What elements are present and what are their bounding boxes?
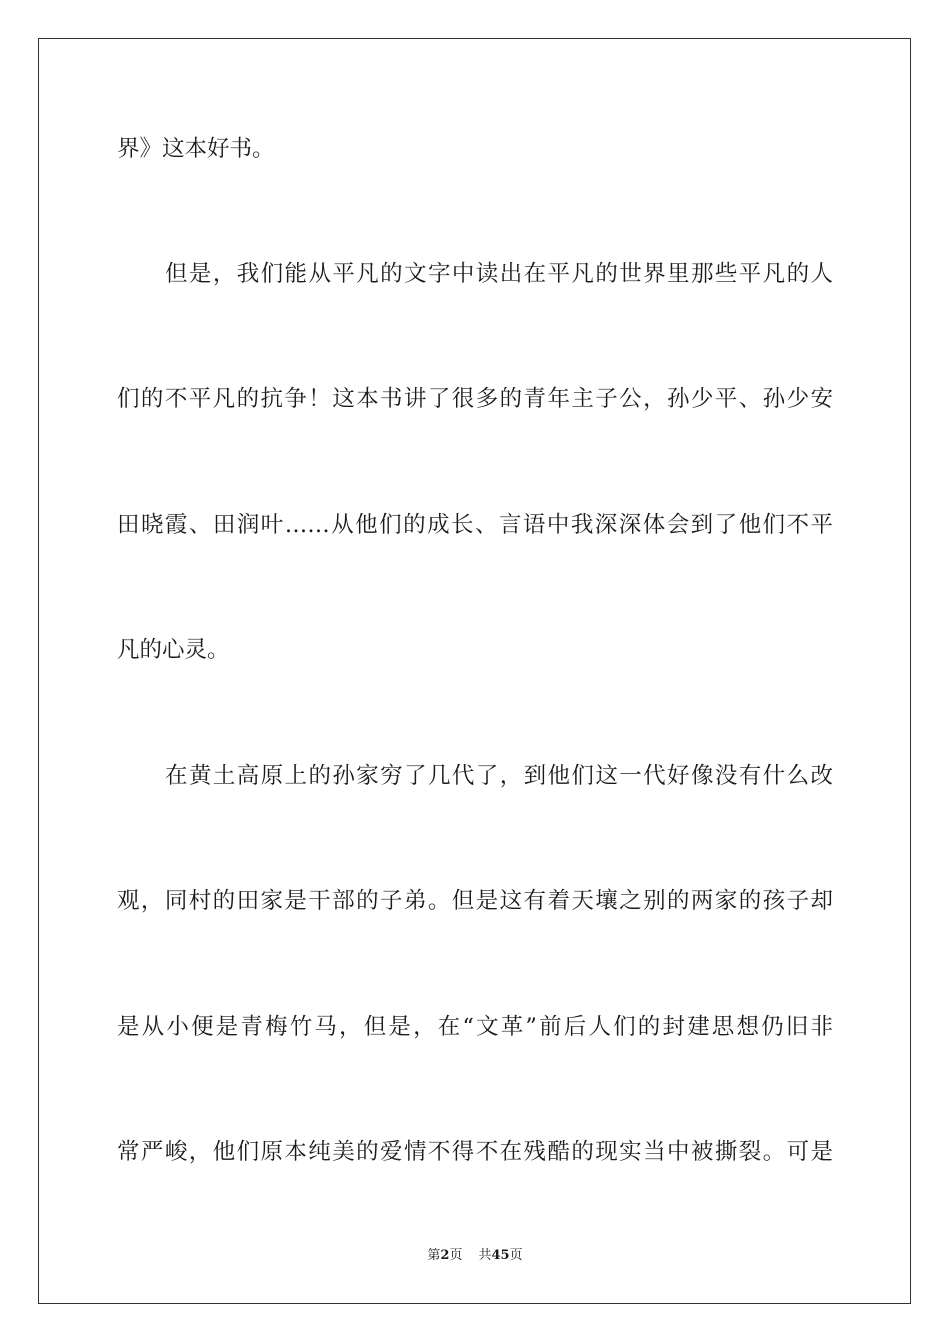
total-suffix: 页 xyxy=(509,1248,523,1263)
body-text-line: 但是，我们能从平凡的文字中读出在平凡的世界里那些平凡的人 xyxy=(165,261,833,287)
body-text-line: 凡的心灵。 xyxy=(117,637,230,663)
body-text-line: 们的不平凡的抗争！这本书讲了很多的青年主子公，孙少平、孙少安 xyxy=(117,386,833,412)
body-text-line: 常严峻，他们原本纯美的爱情不得不在残酷的现实当中被撕裂。可是 xyxy=(117,1139,833,1165)
total-prefix: 共 xyxy=(478,1248,492,1263)
total-pages: 45 xyxy=(491,1248,510,1263)
page-border xyxy=(38,38,911,1304)
page-prefix: 第 xyxy=(427,1248,441,1263)
page-suffix: 页 xyxy=(449,1248,463,1263)
body-text-line: 在黄土高原上的孙家穷了几代了，到他们这一代好像没有什么改 xyxy=(165,763,833,789)
body-text-line: 观，同村的田家是干部的子弟。但是这有着天壤之别的两家的孩子却 xyxy=(117,888,833,914)
page-number: 2 xyxy=(440,1248,450,1263)
body-text-line: 界》这本好书。 xyxy=(117,136,275,162)
body-text-line: 田晓霞、田润叶……从他们的成长、言语中我深深体会到了他们不平 xyxy=(117,512,833,538)
body-text-line: 是从小便是青梅竹马，但是，在“文革”前后人们的封建思想仍旧非 xyxy=(117,1014,833,1040)
page-footer xyxy=(0,1247,950,1265)
